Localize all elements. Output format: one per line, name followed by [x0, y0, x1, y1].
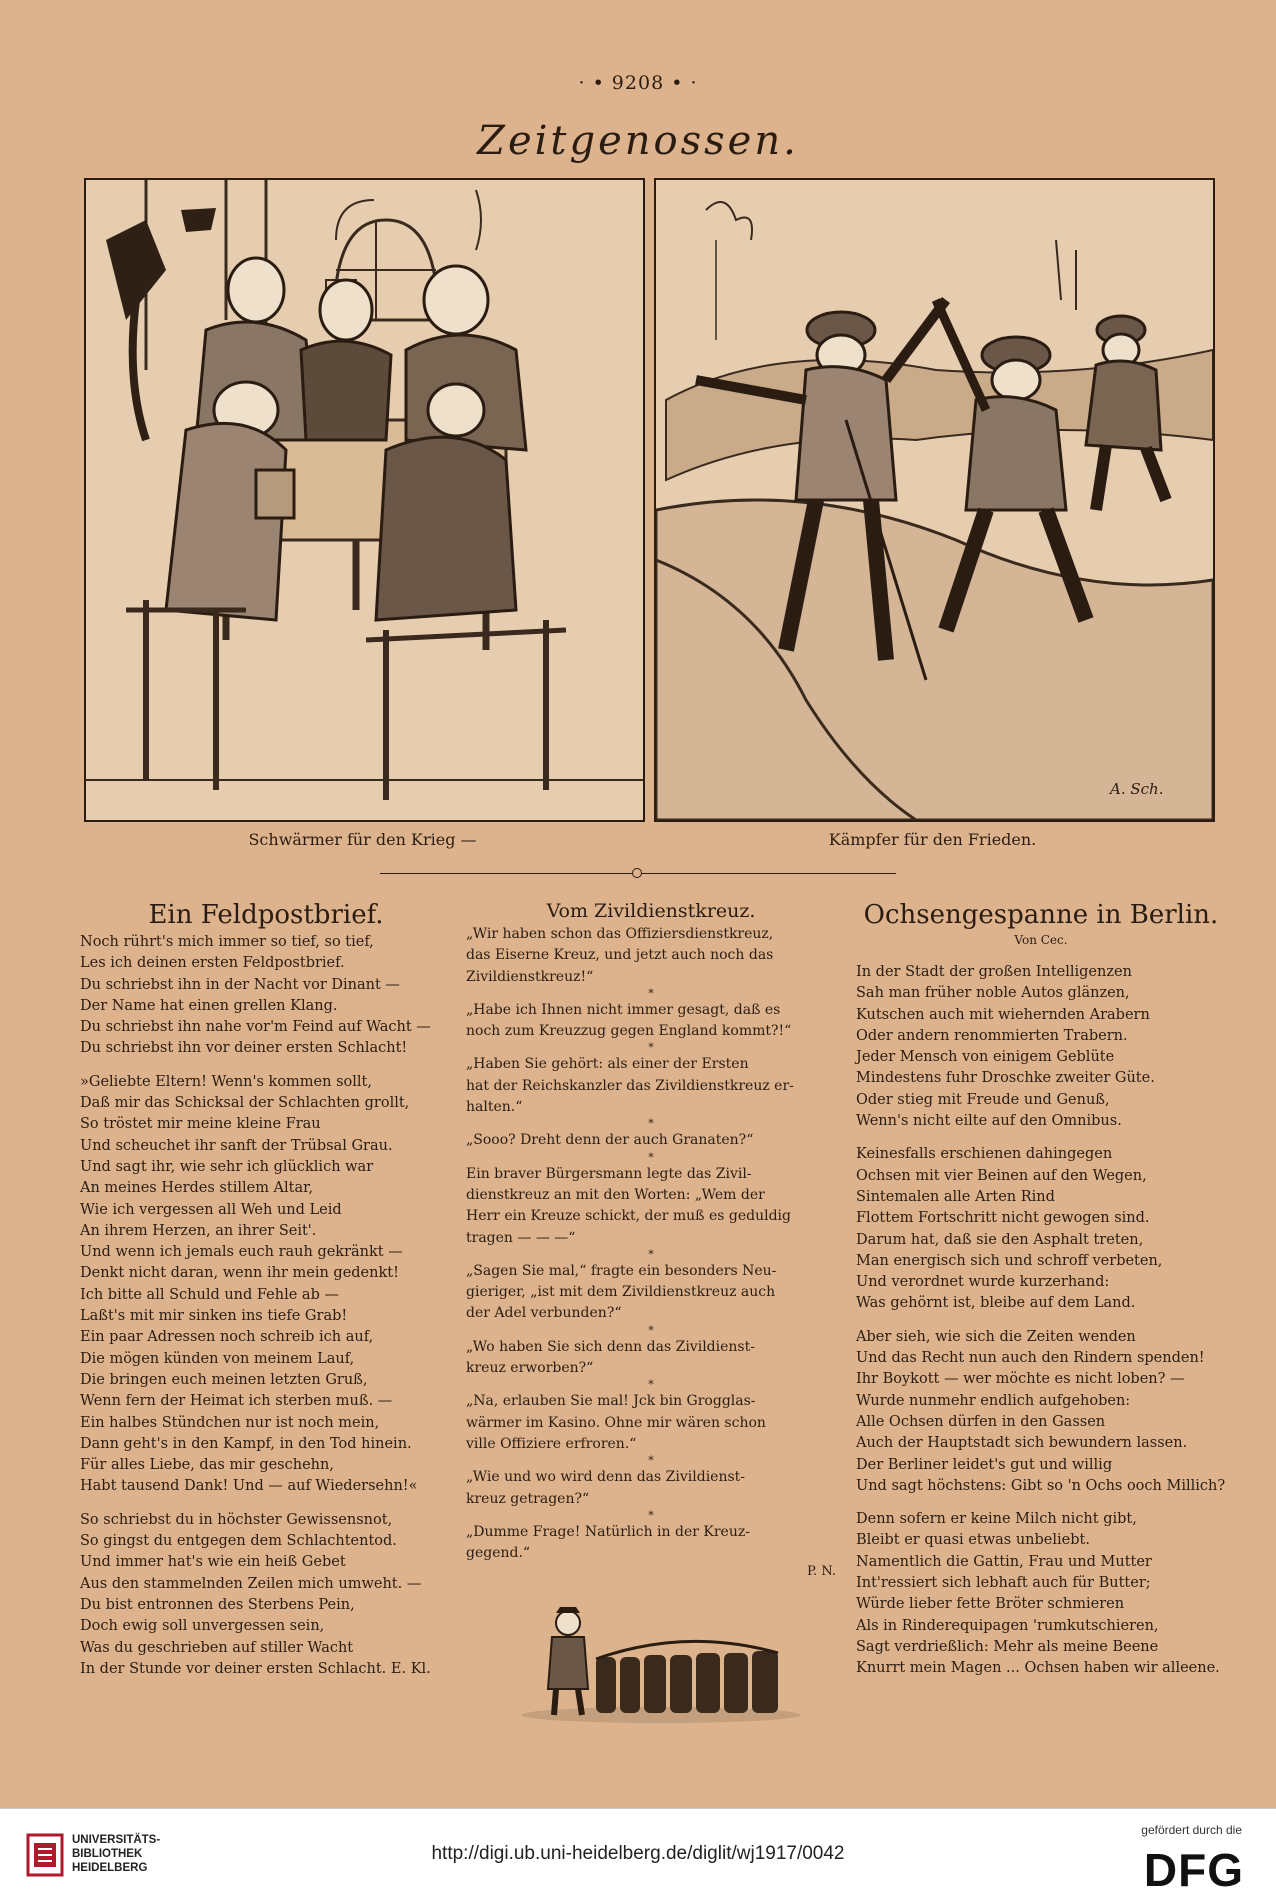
text-line: Flottem Fortschritt nicht gewogen sind.: [856, 1210, 1150, 1227]
text-line: Wenn fern der Heimat ich sterben muß. —: [80, 1393, 393, 1410]
stanza-gap: [80, 1060, 452, 1072]
text-line: Ein halbes Stündchen nur ist noch mein,: [80, 1414, 380, 1431]
text-line: Bleibt er quasi etwas unbeliebt.: [856, 1532, 1090, 1549]
text-line: Ich bitte all Schuld und Fehle ab —: [80, 1286, 339, 1303]
text-line: halten.“: [466, 1099, 523, 1116]
paragraph-separator: *: [648, 1508, 654, 1522]
text-line: Sintemalen alle Arten Rind: [856, 1188, 1055, 1205]
text-line: Herr ein Kreuze schickt, der muß es geduldig: [466, 1208, 792, 1225]
text-line: Und das Recht nun auch den Rindern spenden!: [856, 1350, 1205, 1367]
text-line: Les ich deinen ersten Feldpostbrief.: [80, 955, 345, 972]
text-line: „Wo haben Sie sich denn das Zivildienst-: [466, 1338, 755, 1355]
text-line: tragen — — —“: [466, 1229, 576, 1246]
text-line: Wurde nunmehr endlich aufgehoben:: [856, 1392, 1131, 1409]
text-line: In der Stadt der großen Intelligenzen: [856, 964, 1132, 980]
text-line: Sagt verdrießlich: Mehr als meine Beene: [856, 1638, 1159, 1655]
text-line: Du bist entronnen des Sterbens Pein,: [80, 1596, 355, 1613]
text-line: Was du geschrieben auf stiller Wacht: [80, 1639, 354, 1656]
text-line: Denkt nicht daran, wenn ihr mein gedenkt!: [80, 1265, 399, 1282]
text-line: Noch rührt's mich immer so tief, so tief,: [80, 934, 374, 950]
poem-title: Ein Feldpostbrief.: [148, 900, 384, 930]
ox-poem-title: Ochsengespanne in Berlin.: [863, 900, 1219, 930]
ox-poem-author: Von Cec.: [1014, 933, 1068, 947]
text-line: Du schriebst ihn in der Nacht vor Dinant —: [80, 976, 400, 993]
article-body: [466, 924, 836, 1564]
artist-signature: A. Sch.: [1110, 780, 1164, 798]
text-line: Knurrt mein Magen ... Ochsen haben wir alleene.: [856, 1660, 1220, 1677]
marching-oxen-vignette: [516, 1597, 806, 1725]
permalink[interactable]: http://digi.ub.uni-heidelberg.de/diglit/wj1917/0042: [431, 1843, 845, 1864]
illustration-trench: [654, 178, 1215, 822]
text-line: Der Berliner leidet's gut und willig: [856, 1456, 1113, 1473]
text-line: Oder andern renommierten Trabern.: [856, 1027, 1128, 1044]
text-line: Darum hat, daß sie den Asphalt treten,: [856, 1231, 1144, 1248]
text-line: Und scheuchet ihr sanft der Trübsal Grau.: [80, 1137, 393, 1154]
library-name: UNIVERSITÄTS- BIBLIOTHEK HEIDELBERG: [72, 1834, 161, 1874]
page-number: · • 9208 • ·: [578, 72, 698, 94]
text-line: der Adel verbunden?“: [466, 1305, 622, 1322]
text-line: Als in Rinderequipagen 'rumkutschieren,: [856, 1617, 1159, 1634]
poem-feldpostbrief: [80, 898, 452, 1680]
text-line: So gingst du entgegen dem Schlachtentod.: [80, 1533, 397, 1550]
text-line: Ein paar Adressen noch schreib ich auf,: [80, 1329, 374, 1346]
article-title: Vom Zivildienstkreuz.: [546, 900, 756, 922]
text-line: An meines Herdes stillem Altar,: [80, 1180, 314, 1197]
text-line: Und verordnet wurde kurzerhand:: [856, 1274, 1110, 1291]
text-line: „Haben Sie gehört: als einer der Ersten: [466, 1056, 749, 1073]
stanza-gap: [856, 1497, 1226, 1509]
text-line: Ein braver Bürgersmann legte das Zivil-: [466, 1165, 752, 1182]
text-line: „Na, erlauben Sie mal! Jck bin Grogglas-: [466, 1393, 756, 1410]
text-line: Aus den stammelnden Zeilen mich umweht. —: [80, 1575, 422, 1592]
text-line: Jeder Mensch von einigem Geblüte: [856, 1049, 1115, 1066]
text-line: kreuz getragen?“: [466, 1490, 590, 1507]
tavern-drawing: [86, 180, 643, 820]
text-line: Sah man früher noble Autos glänzen,: [856, 985, 1130, 1002]
poem-ochsengespanne: [856, 898, 1226, 1680]
text-line: Namentlich die Gattin, Frau und Mutter: [856, 1553, 1152, 1570]
paragraph-separator: *: [648, 986, 654, 1000]
text-line: Und immer hat's wie ein heiß Gebet: [80, 1554, 346, 1571]
stanza-gap: [856, 1315, 1226, 1327]
text-line: Und sagt ihr, wie sehr ich glücklich war: [80, 1158, 374, 1175]
left-caption: Schwärmer für den Krieg —: [248, 830, 477, 849]
paragraph-separator: *: [648, 1323, 654, 1337]
stanza-gap: [856, 1132, 1226, 1144]
text-line: gieriger, „ist mit dem Zivildienstkreuz auch: [466, 1284, 776, 1301]
text-line: hat der Reichskanzler das Zivildienstkreuz er-: [466, 1077, 794, 1094]
text-line: »Geliebte Eltern! Wenn's kommen sollt,: [80, 1073, 372, 1090]
text-line: Würde lieber fette Bröter schmieren: [856, 1596, 1125, 1613]
text-line: „Sagen Sie mal,“ fragte ein besonders Neu-: [466, 1262, 777, 1279]
paragraph-separator: *: [648, 1150, 654, 1164]
text-line: So tröstet mir meine kleine Frau: [80, 1116, 321, 1133]
text-line: Keinesfalls erschienen dahingegen: [856, 1146, 1113, 1163]
text-line: An ihrem Herzen, an ihrer Seit'.: [80, 1222, 317, 1239]
article-signature: P. N.: [806, 1564, 836, 1580]
text-line: dienstkreuz an mit den Worten: „Wem der: [466, 1186, 765, 1203]
text-line: Ihr Boykott — wer möchte es nicht loben? —: [856, 1371, 1185, 1388]
text-line: Für alles Liebe, das mir geschehn,: [80, 1457, 334, 1474]
text-line: Doch ewig soll unvergessen sein,: [80, 1618, 325, 1635]
dfg-logo: DFG: [1143, 1844, 1244, 1896]
text-line: Dann geht's in den Kampf, in den Tod hinein.: [80, 1435, 412, 1452]
text-line: In der Stunde vor deiner ersten Schlacht. E. Kl.: [80, 1660, 431, 1677]
paragraph-separator: *: [648, 1454, 654, 1468]
text-line: Der Name hat einen grellen Klang.: [80, 997, 338, 1014]
text-line: Was gehörnt ist, bleibe auf dem Land.: [856, 1295, 1136, 1312]
text-line: Daß mir das Schicksal der Schlachten grollt,: [80, 1095, 410, 1112]
text-line: „Habe ich Ihnen nicht immer gesagt, daß es: [466, 1001, 781, 1018]
text-line: noch zum Kreuzzug gegen England kommt?!“: [466, 1023, 792, 1040]
text-line: So schriebst du in höchster Gewissensnot,: [80, 1511, 393, 1528]
text-line: Wie ich vergessen all Weh und Leid: [80, 1201, 342, 1218]
stanza-gap: [80, 1498, 452, 1510]
text-line: Int'ressiert sich lebhaft auch für Butter;: [856, 1575, 1151, 1592]
illustration-tavern: [84, 178, 645, 822]
text-line: Und sagt höchstens: Gibt so 'n Ochs ooch Millich?: [856, 1477, 1226, 1494]
text-line: Mindestens fuhr Droschke zweiter Güte.: [856, 1070, 1155, 1087]
article-zivildienstkreuz: [466, 898, 836, 1725]
text-line: Und wenn ich jemals euch rauh gekränkt —: [80, 1244, 403, 1261]
ox-poem-body: [856, 962, 1226, 1680]
text-line: Aber sieh, wie sich die Zeiten wenden: [856, 1328, 1136, 1345]
text-line: Man energisch sich und schroff verbeten,: [856, 1252, 1163, 1269]
text-line: Kutschen auch mit wiehernden Arabern: [856, 1006, 1150, 1023]
viewer-footer: [0, 1808, 1276, 1904]
text-line: Auch der Hauptstadt sich bewundern lassen.: [856, 1435, 1188, 1452]
text-line: gegend.“: [466, 1545, 531, 1562]
paragraph-separator: *: [648, 1117, 654, 1131]
text-line: „Wie und wo wird denn das Zivildienst-: [466, 1469, 746, 1486]
text-line: Alle Ochsen dürfen in den Gassen: [856, 1413, 1106, 1430]
text-line: Du schriebst ihn vor deiner ersten Schlacht!: [80, 1040, 408, 1057]
text-line: das Eiserne Kreuz, und jetzt auch noch das: [466, 947, 774, 964]
funded-by-label: gefördert durch die: [1141, 1823, 1242, 1837]
text-line: Die bringen euch meinen letzten Gruß,: [80, 1371, 368, 1388]
poem-body: [80, 932, 452, 1680]
paragraph-separator: *: [648, 1041, 654, 1055]
text-line: „Dumme Frage! Natürlich in der Kreuz-: [466, 1523, 750, 1540]
paragraph-separator: *: [648, 1247, 654, 1261]
right-caption: Kämpfer für den Frieden.: [828, 830, 1037, 849]
text-line: Zivildienstkreuz!“: [466, 968, 594, 985]
text-line: Ochsen mit vier Beinen auf den Wegen,: [856, 1167, 1147, 1184]
trench-drawing: [656, 180, 1213, 820]
page-title: Zeitgenossen.: [477, 118, 799, 164]
text-line: „Sooo? Dreht denn der auch Granaten?“: [466, 1132, 754, 1149]
text-line: wärmer im Kasino. Ohne mir wären schon: [466, 1414, 766, 1431]
text-line: Laßt's mit mir sinken ins tiefe Grab!: [80, 1308, 348, 1325]
text-line: Habt tausend Dank! Und — auf Wiedersehn!«: [80, 1478, 418, 1495]
text-line: Wenn's nicht eilte auf den Omnibus.: [856, 1113, 1122, 1130]
text-line: Denn sofern er keine Milch nicht gibt,: [856, 1511, 1137, 1528]
text-line: ville Offiziere erfroren.“: [466, 1435, 637, 1452]
text-line: „Wir haben schon das Offiziersdienstkreuz,: [466, 926, 774, 942]
text-line: kreuz erworben?“: [466, 1360, 594, 1377]
text-line: Die mögen künden von meinem Lauf,: [80, 1350, 355, 1367]
divider-ornament: [632, 868, 642, 878]
text-line: Du schriebst ihn nahe vor'm Feind auf Wacht —: [80, 1019, 431, 1036]
text-line: Oder stieg mit Freude und Genuß,: [856, 1091, 1110, 1108]
paragraph-separator: *: [648, 1378, 654, 1392]
